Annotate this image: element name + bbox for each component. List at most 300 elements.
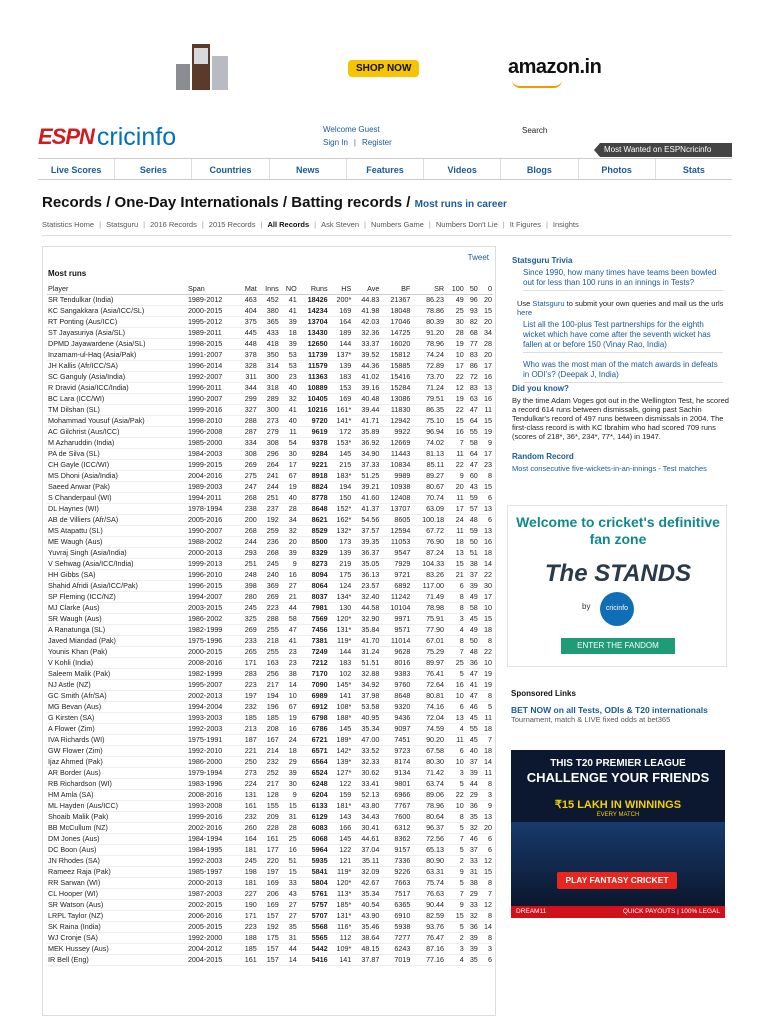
player-link[interactable]: V Kohli (India) bbox=[47, 657, 187, 668]
table-cell: 1985-1997 bbox=[187, 866, 238, 877]
table-cell: 17 bbox=[280, 459, 298, 470]
player-link[interactable]: MJ Clarke (Aus) bbox=[47, 602, 187, 613]
table-cell: 2003-2015 bbox=[187, 602, 238, 613]
table-row bbox=[47, 668, 493, 679]
table-cell: 15 bbox=[280, 866, 298, 877]
table-cell: 13704 bbox=[298, 316, 329, 327]
table-cell: 37 bbox=[465, 844, 479, 855]
table-cell: 22 bbox=[445, 789, 465, 800]
amazon-smile-icon bbox=[512, 80, 562, 88]
shop-now-button[interactable]: SHOP NOW bbox=[348, 60, 419, 77]
table-cell: 77.90 bbox=[411, 624, 445, 635]
table-cell: 11 bbox=[479, 404, 493, 415]
player-link[interactable]: DPMD Jayawardene (Asia/SL) bbox=[47, 338, 187, 349]
table-cell: 275 bbox=[238, 470, 258, 481]
player-link[interactable]: LRPL Taylor (NZ) bbox=[47, 910, 187, 921]
table-cell: 72 bbox=[465, 371, 479, 382]
table-cell: 16 bbox=[479, 536, 493, 547]
table-cell: 9971 bbox=[380, 613, 411, 624]
player-link[interactable]: A Ranatunga (SL) bbox=[47, 624, 187, 635]
nav-photos[interactable]: Photos bbox=[579, 159, 656, 179]
player-link[interactable]: KC Sangakkara (Asia/ICC/SL) bbox=[47, 305, 187, 316]
player-link[interactable]: AC Gilchrist (Aus/ICC) bbox=[47, 426, 187, 437]
player-link[interactable]: SR Watson (Aus) bbox=[47, 899, 187, 910]
table-cell: 8037 bbox=[298, 591, 329, 602]
table-cell: 75.74 bbox=[411, 877, 445, 888]
table-cell: 22 bbox=[479, 646, 493, 657]
nav-blogs[interactable]: Blogs bbox=[501, 159, 578, 179]
table-cell: 58 bbox=[465, 437, 479, 448]
table-cell: 161 bbox=[238, 954, 258, 965]
table-cell: 38 bbox=[465, 877, 479, 888]
table-cell: 27 bbox=[280, 899, 298, 910]
table-cell: 6 bbox=[445, 701, 465, 712]
player-link[interactable]: RT Ponting (Aus/ICC) bbox=[47, 316, 187, 327]
table-cell: 80.39 bbox=[411, 316, 445, 327]
table-cell: 11 bbox=[479, 767, 493, 778]
table-cell: 1991-2007 bbox=[187, 349, 238, 360]
table-row bbox=[47, 800, 493, 811]
table-cell: 152* bbox=[329, 503, 353, 514]
table-cell: 8529 bbox=[298, 525, 329, 536]
table-cell: 1992-2010 bbox=[187, 745, 238, 756]
column-header: Span bbox=[187, 283, 238, 294]
table-cell: 3 bbox=[479, 943, 493, 954]
crumb-batting[interactable]: Batting records bbox=[291, 194, 403, 211]
nav-countries[interactable]: Countries bbox=[192, 159, 269, 179]
table-cell: 67 bbox=[280, 470, 298, 481]
nav-live-scores[interactable]: Live Scores bbox=[38, 159, 115, 179]
table-cell: 197 bbox=[238, 690, 258, 701]
table-cell: 5935 bbox=[298, 855, 329, 866]
table-cell: 48 bbox=[465, 514, 479, 525]
player-link[interactable]: Rameez Raja (Pak) bbox=[47, 866, 187, 877]
table-cell: 139* bbox=[329, 756, 353, 767]
table-cell: 6 bbox=[479, 514, 493, 525]
table-cell: 1984-1995 bbox=[187, 844, 238, 855]
player-link[interactable]: SK Raina (India) bbox=[47, 921, 187, 932]
table-cell: 293 bbox=[238, 547, 258, 558]
table-cell: 194 bbox=[329, 481, 353, 492]
table-cell: 35 bbox=[280, 921, 298, 932]
table-cell: 50 bbox=[465, 635, 479, 646]
search-label[interactable]: Search bbox=[522, 126, 548, 135]
subnav-numbers-game[interactable]: Numbers Game bbox=[370, 220, 424, 229]
the-stands-ad[interactable] bbox=[507, 505, 727, 667]
nav-videos[interactable]: Videos bbox=[424, 159, 501, 179]
player-link[interactable]: HH Gibbs (SA) bbox=[47, 569, 187, 580]
player-link[interactable]: Mohammad Yousuf (Asia/Pak) bbox=[47, 415, 187, 426]
nav-series[interactable]: Series bbox=[115, 159, 192, 179]
page-title: Records / One-Day Internationals / Batting records / Most runs in career bbox=[42, 194, 507, 211]
player-link[interactable]: ST Jayasuriya (Asia/SL) bbox=[47, 327, 187, 338]
player-link[interactable]: DM Jones (Aus) bbox=[47, 833, 187, 844]
trivia-question-2[interactable]: List all the 100-plus Test partnerships for the eighth wicket which have come after the seventh wicket has fallen at or before 150 (Vinay Rao, India) bbox=[523, 320, 723, 353]
table-cell: 34 bbox=[479, 327, 493, 338]
table-cell: 13 bbox=[479, 811, 493, 822]
table-row bbox=[47, 932, 493, 943]
table-cell: 41.70 bbox=[352, 635, 380, 646]
table-cell: 79.51 bbox=[411, 393, 445, 404]
player-link[interactable]: Saeed Anwar (Pak) bbox=[47, 481, 187, 492]
player-link[interactable]: SR Tendulkar (India) bbox=[47, 294, 187, 305]
table-cell: 7929 bbox=[380, 558, 411, 569]
ad-line-2: CHALLENGE YOUR FRIENDS bbox=[526, 770, 710, 785]
player-link[interactable]: Inzamam-ul-Haq (Asia/Pak) bbox=[47, 349, 187, 360]
table-cell: 9721 bbox=[380, 569, 411, 580]
table-cell: 289 bbox=[258, 393, 280, 404]
table-cell: 268 bbox=[258, 547, 280, 558]
table-cell: 16 bbox=[479, 371, 493, 382]
table-cell: 200* bbox=[329, 294, 353, 305]
table-cell: 141 bbox=[329, 954, 353, 965]
player-link[interactable]: TM Dilshan (SL) bbox=[47, 404, 187, 415]
table-cell: 80.64 bbox=[411, 811, 445, 822]
table-cell: 96 bbox=[465, 294, 479, 305]
table-cell: 46 bbox=[465, 833, 479, 844]
table-cell: 369 bbox=[258, 580, 280, 591]
here-link[interactable]: here bbox=[517, 308, 533, 317]
player-link[interactable]: Ijaz Ahmed (Pak) bbox=[47, 756, 187, 767]
player-link[interactable]: V Sehwag (Asia/ICC/India) bbox=[47, 558, 187, 569]
table-cell: 1989-2012 bbox=[187, 294, 238, 305]
table-cell: 22 bbox=[479, 569, 493, 580]
player-link[interactable]: MEK Hussey (Aus) bbox=[47, 943, 187, 954]
table-cell: 325 bbox=[238, 613, 258, 624]
table-cell: 256 bbox=[258, 668, 280, 679]
table-cell: 8 bbox=[445, 591, 465, 602]
player-link[interactable]: GW Flower (Zim) bbox=[47, 745, 187, 756]
table-cell: 192 bbox=[258, 514, 280, 525]
player-link[interactable]: AR Border (Aus) bbox=[47, 767, 187, 778]
table-cell: 144 bbox=[329, 338, 353, 349]
table-cell: 7019 bbox=[380, 954, 411, 965]
welcome-text: Welcome Guest bbox=[323, 125, 380, 134]
tweet-button[interactable]: Tweet bbox=[467, 253, 489, 262]
table-cell: 13 bbox=[479, 525, 493, 536]
sponsored-link[interactable]: BET NOW on all Tests, ODIs & T20 internationals bbox=[511, 705, 708, 715]
table-cell: 145 bbox=[329, 723, 353, 734]
table-cell: 41 bbox=[280, 294, 298, 305]
player-link[interactable]: IVA Richards (WI) bbox=[47, 734, 187, 745]
player-link[interactable]: MS Dhoni (Asia/India) bbox=[47, 470, 187, 481]
table-cell: 2008-2016 bbox=[187, 657, 238, 668]
player-link[interactable]: MS Atapattu (SL) bbox=[47, 525, 187, 536]
table-cell: 10 bbox=[445, 349, 465, 360]
table-cell: 1975-1996 bbox=[187, 635, 238, 646]
table-cell: 181* bbox=[329, 800, 353, 811]
main-nav bbox=[38, 158, 732, 180]
subnav-stats-home[interactable]: Statistics Home bbox=[42, 220, 95, 229]
table-cell: 9320 bbox=[380, 701, 411, 712]
table-cell: 67 bbox=[280, 701, 298, 712]
table-cell: 11 bbox=[445, 525, 465, 536]
player-link[interactable]: DL Haynes (WI) bbox=[47, 503, 187, 514]
table-cell: 11 bbox=[445, 448, 465, 459]
note-mid: to submit your own queries and mail us the urls bbox=[564, 299, 724, 308]
player-link[interactable]: MG Bevan (Aus) bbox=[47, 701, 187, 712]
table-cell: 288 bbox=[238, 415, 258, 426]
table-cell: 87.24 bbox=[411, 547, 445, 558]
table-cell: 15885 bbox=[380, 360, 411, 371]
table-cell: 6204 bbox=[298, 789, 329, 800]
table-cell: 13 bbox=[445, 547, 465, 558]
table-cell: 1984-2003 bbox=[187, 448, 238, 459]
table-cell: 192 bbox=[258, 921, 280, 932]
table-cell: 8016 bbox=[380, 657, 411, 668]
table-cell: 19 bbox=[280, 712, 298, 723]
table-cell: 6989 bbox=[298, 690, 329, 701]
player-link[interactable]: PA de Silva (SL) bbox=[47, 448, 187, 459]
subnav-it-figures[interactable]: It Figures bbox=[509, 220, 541, 229]
table-cell: 308 bbox=[238, 448, 258, 459]
player-link[interactable]: Javed Miandad (Pak) bbox=[47, 635, 187, 646]
table-row bbox=[47, 734, 493, 745]
player-link[interactable]: Yuvraj Singh (Asia/India) bbox=[47, 547, 187, 558]
table-row bbox=[47, 657, 493, 668]
table-cell: 1992-2003 bbox=[187, 855, 238, 866]
table-cell: 32.33 bbox=[352, 756, 380, 767]
player-link[interactable]: A Flower (Zim) bbox=[47, 723, 187, 734]
column-header: Mat bbox=[238, 283, 258, 294]
ad-footer bbox=[511, 906, 725, 918]
table-cell: 9 bbox=[445, 866, 465, 877]
player-link[interactable]: R Dravid (Asia/ICC/India) bbox=[47, 382, 187, 393]
enter-fandom-button[interactable]: ENTER THE FANDOM bbox=[561, 638, 675, 654]
table-row bbox=[47, 921, 493, 932]
table-cell: 8064 bbox=[298, 580, 329, 591]
table-row bbox=[47, 294, 493, 305]
table-cell: 86.23 bbox=[411, 294, 445, 305]
table-cell: 1995-2007 bbox=[187, 679, 238, 690]
most-wanted-tab[interactable]: Most Wanted on ESPNcricinfo bbox=[600, 143, 732, 157]
table-cell: 67.01 bbox=[411, 635, 445, 646]
table-cell: 37.57 bbox=[352, 525, 380, 536]
player-link[interactable]: JH Kallis (Afr/ICC/SA) bbox=[47, 360, 187, 371]
table-cell: 157 bbox=[258, 954, 280, 965]
table-cell: 1996-2014 bbox=[187, 360, 238, 371]
player-link[interactable]: Younis Khan (Pak) bbox=[47, 646, 187, 657]
player-link[interactable]: SC Ganguly (Asia/India) bbox=[47, 371, 187, 382]
table-row bbox=[47, 877, 493, 888]
table-cell: 32.09 bbox=[352, 866, 380, 877]
nav-news[interactable]: News bbox=[270, 159, 347, 179]
table-cell: 35.11 bbox=[352, 855, 380, 866]
table-cell: 7090 bbox=[298, 679, 329, 690]
table-cell: 86.35 bbox=[411, 404, 445, 415]
subnav-2016[interactable]: 2016 Records bbox=[150, 220, 197, 229]
table-row bbox=[47, 327, 493, 338]
table-cell: 32 bbox=[465, 910, 479, 921]
player-link[interactable]: GC Smith (Afr/SA) bbox=[47, 690, 187, 701]
table-cell: 76.47 bbox=[411, 932, 445, 943]
player-link[interactable]: WJ Cronje (SA) bbox=[47, 932, 187, 943]
column-header: BF bbox=[380, 283, 411, 294]
table-cell: 41.98 bbox=[352, 305, 380, 316]
table-cell: 35.05 bbox=[352, 558, 380, 569]
table-cell: 20 bbox=[445, 481, 465, 492]
table-cell: 172 bbox=[329, 426, 353, 437]
table-row bbox=[47, 679, 493, 690]
player-link[interactable]: RB Richardson (WI) bbox=[47, 778, 187, 789]
table-cell: 13430 bbox=[298, 327, 329, 338]
table-cell: 28 bbox=[280, 503, 298, 514]
dream11-ad[interactable] bbox=[511, 750, 725, 918]
table-cell: 35 bbox=[465, 954, 479, 965]
player-link[interactable]: SR Waugh (Aus) bbox=[47, 613, 187, 624]
player-link[interactable]: HM Amla (SA) bbox=[47, 789, 187, 800]
player-link[interactable]: G Kirsten (SA) bbox=[47, 712, 187, 723]
table-row bbox=[47, 910, 493, 921]
table-cell: 150 bbox=[329, 492, 353, 503]
espncricinfo-logo[interactable] bbox=[38, 124, 176, 150]
table-row bbox=[47, 811, 493, 822]
player-link[interactable]: NJ Astle (NZ) bbox=[47, 679, 187, 690]
table-row bbox=[47, 514, 493, 525]
player-link[interactable]: Shoaib Malik (Pak) bbox=[47, 811, 187, 822]
table-cell: 31 bbox=[280, 811, 298, 822]
table-cell: 185* bbox=[329, 899, 353, 910]
table-cell: 2002-2015 bbox=[187, 899, 238, 910]
player-link[interactable]: DC Boon (Aus) bbox=[47, 844, 187, 855]
table-cell: 20 bbox=[479, 822, 493, 833]
table-cell: 1996-2008 bbox=[187, 426, 238, 437]
play-fantasy-button[interactable]: PLAY FANTASY CRICKET bbox=[557, 872, 677, 889]
player-link[interactable]: Saleem Malik (Pak) bbox=[47, 668, 187, 679]
crumb-records[interactable]: Records bbox=[42, 194, 103, 211]
table-cell: 23.57 bbox=[352, 580, 380, 591]
table-cell: 122 bbox=[329, 778, 353, 789]
table-cell: 279 bbox=[258, 426, 280, 437]
player-link[interactable]: RR Sarwan (WI) bbox=[47, 877, 187, 888]
table-cell: 1999-2015 bbox=[187, 459, 238, 470]
trivia-question-3[interactable]: Who was the most man of the match awards in defeats in ODI's? (Deepak J, India) bbox=[523, 360, 723, 383]
table-cell: 241 bbox=[258, 470, 280, 481]
table-cell: 7 bbox=[445, 833, 465, 844]
statsguru-link[interactable]: Statsguru bbox=[532, 299, 565, 308]
player-link[interactable]: M Azharuddin (India) bbox=[47, 437, 187, 448]
table-cell: 9 bbox=[445, 470, 465, 481]
table-row bbox=[47, 745, 493, 756]
table-row bbox=[47, 338, 493, 349]
table-cell: 1999-2013 bbox=[187, 558, 238, 569]
table-cell: 15 bbox=[445, 910, 465, 921]
table-cell: 380 bbox=[258, 305, 280, 316]
table-cell: 6786 bbox=[298, 723, 329, 734]
subnav-insights[interactable]: Insights bbox=[552, 220, 579, 229]
table-cell: 177 bbox=[258, 844, 280, 855]
player-link[interactable]: BB McCullum (NZ) bbox=[47, 822, 187, 833]
column-header: Runs bbox=[298, 283, 329, 294]
subnav-2015[interactable]: 2015 Records bbox=[208, 220, 256, 229]
player-link[interactable]: CL Hooper (WI) bbox=[47, 888, 187, 899]
table-cell: 51 bbox=[465, 547, 479, 558]
player-link[interactable]: BC Lara (ICC/WI) bbox=[47, 393, 187, 404]
table-cell: 9226 bbox=[380, 866, 411, 877]
table-cell: 9134 bbox=[380, 767, 411, 778]
top-ad-banner[interactable] bbox=[168, 40, 608, 96]
table-cell: 20 bbox=[479, 294, 493, 305]
subnav-all-records[interactable]: All Records bbox=[267, 220, 310, 229]
table-cell: 6 bbox=[479, 844, 493, 855]
player-link[interactable]: CH Gayle (ICC/WI) bbox=[47, 459, 187, 470]
table-cell: 145 bbox=[329, 448, 353, 459]
table-cell: 5 bbox=[479, 701, 493, 712]
table-cell: 4 bbox=[445, 954, 465, 965]
player-link[interactable]: JN Rhodes (SA) bbox=[47, 855, 187, 866]
table-cell: 145 bbox=[329, 833, 353, 844]
table-cell: 42.03 bbox=[352, 316, 380, 327]
table-cell: 6966 bbox=[380, 789, 411, 800]
player-link[interactable]: Shahid Afridi (Asia/ICC/Pak) bbox=[47, 580, 187, 591]
table-cell: 11014 bbox=[380, 635, 411, 646]
subnav-numbers-dont-lie[interactable]: Numbers Don't Lie bbox=[435, 220, 498, 229]
player-link[interactable]: IR Bell (Eng) bbox=[47, 954, 187, 965]
table-cell: 183 bbox=[329, 657, 353, 668]
player-link[interactable]: ME Waugh (Aus) bbox=[47, 536, 187, 547]
random-record-link[interactable]: Most consecutive five-wickets-in-an-innings - Test matches bbox=[512, 464, 707, 473]
table-cell: 9221 bbox=[298, 459, 329, 470]
table-cell: 12408 bbox=[380, 492, 411, 503]
table-cell: 162* bbox=[329, 514, 353, 525]
table-cell: 15 bbox=[479, 481, 493, 492]
column-header: NO bbox=[280, 283, 298, 294]
table-cell: 12942 bbox=[380, 415, 411, 426]
table-cell: 12594 bbox=[380, 525, 411, 536]
table-header-row bbox=[47, 283, 493, 294]
table-cell: 19 bbox=[445, 393, 465, 404]
table-cell: 224 bbox=[238, 778, 258, 789]
crumb-odi[interactable]: One-Day Internationals bbox=[114, 194, 279, 211]
column-header: Inns bbox=[258, 283, 280, 294]
table-cell: 7981 bbox=[298, 602, 329, 613]
table-cell: 39.35 bbox=[352, 536, 380, 547]
trivia-question-1[interactable]: Since 1990, how many times have teams been bowled out for less than 100 runs in an innings in Tests? bbox=[523, 268, 723, 291]
sign-in-link[interactable]: Sign In bbox=[323, 138, 348, 147]
most-runs-table bbox=[47, 283, 493, 966]
table-cell: 6 bbox=[479, 833, 493, 844]
table-cell: 300 bbox=[258, 404, 280, 415]
table-cell: 7 bbox=[445, 437, 465, 448]
table-cell: 209 bbox=[258, 811, 280, 822]
trivia-submit-note bbox=[517, 299, 727, 317]
table-cell: 143 bbox=[329, 811, 353, 822]
player-link[interactable]: S Chanderpaul (WI) bbox=[47, 492, 187, 503]
register-link[interactable]: Register bbox=[361, 138, 392, 147]
table-cell: 34 bbox=[280, 514, 298, 525]
table-cell: 83.26 bbox=[411, 569, 445, 580]
nav-features[interactable]: Features bbox=[347, 159, 424, 179]
table-cell: 40.95 bbox=[352, 712, 380, 723]
table-cell: 15 bbox=[445, 415, 465, 426]
table-cell: 76.41 bbox=[411, 668, 445, 679]
table-cell: 41 bbox=[280, 635, 298, 646]
ad-footer-text: QUICK PAYOUTS | 100% LEGAL bbox=[622, 908, 720, 915]
table-cell: 2002-2016 bbox=[187, 822, 238, 833]
player-link[interactable]: AB de Villiers (Afr/SA) bbox=[47, 514, 187, 525]
table-cell: 48 bbox=[465, 646, 479, 657]
dream11-logo: DREAM11 bbox=[516, 908, 547, 915]
subnav-statsguru[interactable]: Statsguru bbox=[106, 220, 139, 229]
table-cell: 5 bbox=[445, 877, 465, 888]
player-link[interactable]: ML Hayden (Aus/ICC) bbox=[47, 800, 187, 811]
subnav-ask-steven[interactable]: Ask Steven bbox=[321, 220, 360, 229]
table-cell: 5 bbox=[445, 778, 465, 789]
table-cell: 93 bbox=[465, 305, 479, 316]
player-link[interactable]: SP Fleming (ICC/NZ) bbox=[47, 591, 187, 602]
table-cell: 13707 bbox=[380, 503, 411, 514]
nav-stats[interactable]: Stats bbox=[682, 165, 705, 175]
